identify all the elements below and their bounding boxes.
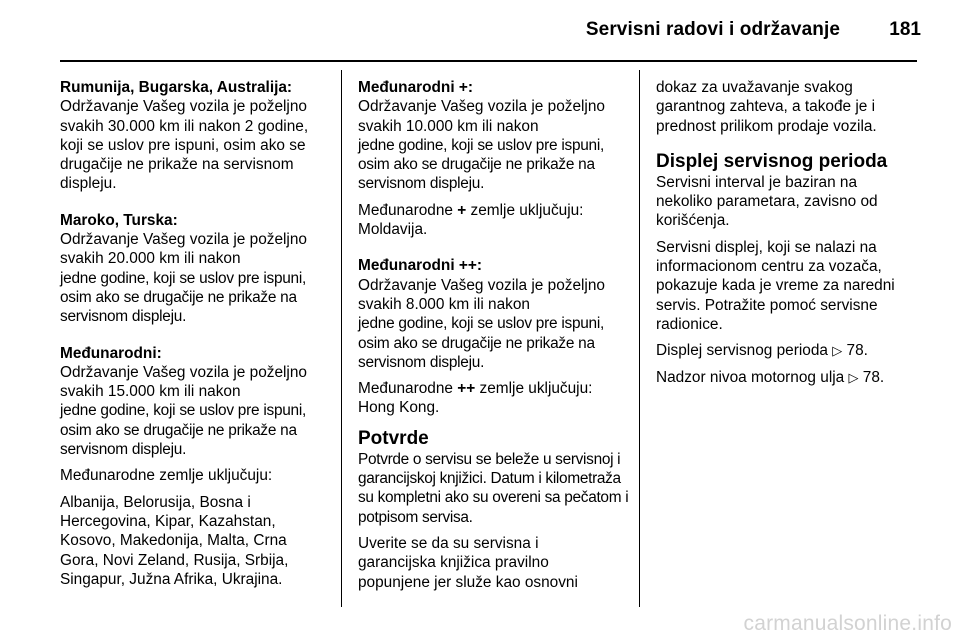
section-text-romania: Održavanje Vašeg vozila je poželjno svakih 30.000 km ili nakon 2 godine, koji se uslov pre ispuni, osim ako se drugačije ne prikaže na servisnom displeju. [60, 98, 309, 193]
section-heading-international: Međunarodni: [60, 344, 162, 362]
column-1 [60, 78, 335, 596]
reference-oil-level [656, 368, 931, 387]
countries-international-plusplus [358, 379, 618, 418]
potvrde-text-2: Uverite se da su servisna i garancijska knjižica pravilno popunjene jer služe kao osnovni [358, 534, 578, 591]
section-heading-morocco: Maroko, Turska: [60, 211, 178, 229]
page-title: Servisni radovi i održavanje [585, 19, 840, 40]
countries-pre: Međunarodne [358, 380, 458, 398]
reference-label: Nadzor nivoa motornog ulja [656, 368, 845, 386]
page-number: 181 [889, 19, 921, 40]
reference-label: Displej servisnog perioda [656, 342, 828, 360]
reference-page: 78. [862, 368, 885, 386]
watermark: carmanualsonline.info [743, 612, 952, 635]
header-divider [60, 60, 917, 62]
section-text-international-a: Održavanje Vašeg vozila je poželjno svakih 15.000 km ili nakon [60, 363, 307, 401]
section-text-morocco-a: Održavanje Vašeg vozila je poželjno svakih 20.000 km ili nakon [60, 231, 307, 268]
section-heading-service-display: Displej servisnog perioda [656, 150, 888, 172]
countries-intro: Međunarodne zemlje uključuju: [60, 467, 273, 485]
column-2 [358, 78, 633, 599]
triangle-right-outline-icon: ▷ [832, 343, 843, 359]
triangle-right-outline-icon: ▷ [848, 369, 859, 385]
section-heading-international-plus: Međunarodni +: [358, 79, 474, 96]
section-text-international-plus-b: jedne godine, koji se uslov pre ispuni, osim ako se drugačije ne prikaže na servisnom displeju. [358, 136, 605, 193]
section-heading-romania: Rumunija, Bugarska, Australija: [60, 79, 293, 96]
section-text-international-plus-a: Održavanje Vašeg vozila je poželjno svakih 10.000 km ili nakon [358, 98, 605, 135]
column-divider-2 [639, 70, 640, 607]
section-text-international-b: jedne godine, koji se uslov pre ispuni, osim ako se drugačije ne prikaže na servisnom displeju. [60, 402, 307, 459]
service-display-text-2: Servisni displej, koji se nalazi na informacionom centru za vozača, pokazuje kada je vreme za naredni servis. Potražite pomoć servisne radionice. [656, 238, 895, 333]
countries-list: Albanija, Belorusija, Bosna i Hercegovina, Kipar, Kazahstan, Kosovo, Makedonija, Malta, Crna Gora, Novi Zeland, Rusija, Srbija, Singapur, Južna Afrika, Ukrajina. [60, 493, 289, 588]
column-3 [656, 78, 931, 394]
countries-pre: Međunarodne [358, 201, 458, 219]
section-heading-international-plusplus: Međunarodni ++: [358, 257, 482, 275]
section-text-international-plusplus-b: jedne godine, koji se uslov pre ispuni, osim ako se drugačije ne prikaže na servisnom displeju. [358, 315, 605, 371]
potvrde-text-1: Potvrde o servisu se beleže u servisnoj i garancijskoj knjižici. Datum i kilometraža su kompletni ako su overeni sa pečatom i potpisom servisa. [358, 450, 629, 526]
service-display-text-1: Servisni interval je baziran na nekoliko parametara, zavisno od korišćenja. [656, 173, 878, 230]
countries-post: zemlje uključuju: Moldavija. [358, 201, 584, 239]
potvrde-continued-text: dokaz za uvažavanje svakog garantnog zahteva, a takođe je i prednost prilikom prodaje vozila. [656, 79, 877, 135]
section-text-morocco-b: jedne godine, koji se uslov pre ispuni, osim ako se drugačije ne prikaže na servisnom displeju. [60, 269, 307, 326]
countries-post: zemlje uključuju: Hong Kong. [358, 380, 593, 417]
countries-international-plus [358, 201, 633, 240]
reference-page: 78. [846, 342, 868, 360]
section-text-international-plusplus-a: Održavanje Vašeg vozila je poželjno svakih 8.000 km ili nakon [358, 276, 605, 313]
countries-bold: ++ [457, 380, 476, 398]
column-divider-1 [341, 70, 342, 607]
section-heading-potvrde: Potvrde [358, 427, 429, 449]
reference-service-display [656, 341, 931, 360]
countries-bold: + [457, 201, 467, 219]
